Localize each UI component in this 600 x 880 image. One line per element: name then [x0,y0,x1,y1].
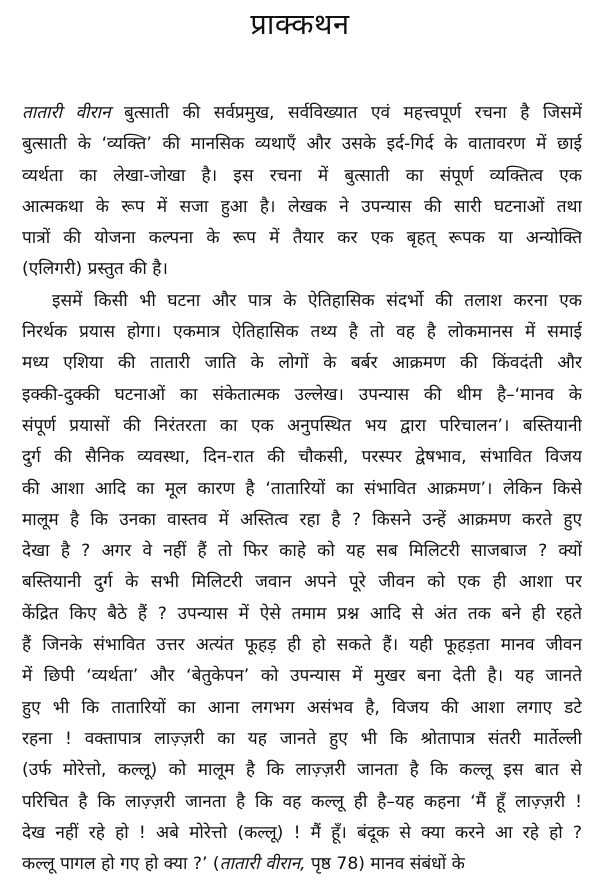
text-line [22,599,582,630]
text-line [22,505,582,536]
text-line [22,442,582,473]
text-run: पृष्ठ 78) मानव संबंधों के [305,854,465,875]
text-line [22,161,582,192]
text-line [22,567,582,598]
text-run: (उर्फ मोरेत्तो, कल्लू) को मालूम है कि लाज़्ज़री जानता है कि कल्लू इस बात से [22,760,582,781]
text-line [22,693,582,724]
text-run: इक्की-दुक्की घटनाओं का संकेतात्मक उल्लेख। उपन्यास की थीम है–‘मानव के [22,384,582,405]
text-run: व्यर्थता का लेखा-जोखा है। इस रचना में बुत्साती का संपूर्ण व्यक्तित्व एक [22,165,582,186]
text-run: मालूम है कि उनका वास्तव में अस्तित्व रहा है ? किसने उन्हें आक्रमण करते हुए [22,509,582,530]
text-line [22,849,582,880]
text-run: संपूर्ण प्रयासों की निरंतरता का एक अनुपस्थित भय द्वारा परिचालन’। बस्तियानी [22,415,582,436]
text-run: बस्तियानी दुर्ग के सभी मिलिटरी जवान अपने पूरे जीवन को एक ही आशा पर [22,572,582,593]
body-text [22,98,582,880]
text-line [22,661,582,692]
text-run: पात्रों की योजना कल्पना के रूप में तैयार कर एक बृहत् रूपक या अन्योक्ति [22,228,582,249]
text-line [22,98,582,129]
text-line [22,787,582,818]
text-run: में छिपी ‘व्यर्थता’ और ‘बेतुकेपन’ को उपन्यास में मुखर बना देती है। यह जानते [22,666,582,687]
text-run: रहना ! वक्तापात्र लाज़्ज़री का यह जानते हुए भी कि श्रोतापात्र संतरी मार्तेल्ली [22,728,582,749]
text-run: मध्य एशिया की तातारी जाति के लोगों के बर्बर आक्रमण की किंवदंती और [22,353,582,374]
text-run: आत्मकथा के रूप में सजा हुआ है। लेखक ने उपन्यास की सारी घटनाओं तथा [22,196,582,217]
text-run: हैं जिनके संभावित उत्तर अत्यंत फूहड़ ही हो सकते हैं। यही फूहड़ता मानव जीवन [22,635,582,656]
italic-title-text: तातारी वीरान, [219,854,306,875]
text-line [22,286,582,317]
text-run: की आशा आदि का मूल कारण है ‘तातारियों का संभावित आक्रमण’। लेकिन किसे [22,478,582,499]
text-run: दुर्ग की सैनिक व्यवस्था, दिन-रात की चौकसी, परस्पर द्वेषभाव, संभावित विजय [22,447,582,468]
text-run: परिचित है कि लाज़्ज़री जानता है कि वह कल्लू ही है–यह कहना ‘मैं हूँ लाज़्ज़री ! [22,791,582,812]
text-run: हुए भी कि तातारियों का आना लगभग असंभव है, विजय की आशा लगाए डटे [22,697,582,718]
text-line [22,254,582,285]
text-line [22,630,582,661]
text-line [22,411,582,442]
text-line [22,474,582,505]
text-line [22,317,582,348]
text-line [22,223,582,254]
paragraph [22,286,582,880]
text-run: बुत्साती की सर्वप्रमुख, सर्वविख्यात एवं महत्त्वपूर्ण रचना है जिसमें [110,103,582,123]
text-line [22,536,582,567]
text-run: कल्लू पागल हो गए हो क्या ?’ ( [22,854,220,875]
text-run: इसमें किसी भी घटना और पात्र के ऐतिहासिक संदर्भो की तलाश करना एक [52,290,582,311]
italic-title-text: तातारी वीरान [22,103,111,123]
text-line [22,192,582,223]
text-run: निरर्थक प्रयास होगा। एकमात्र ऐतिहासिक तथ्य है तो वह है लोकमानस में समाई [22,322,582,343]
text-run: केंद्रित किए बैठे हैं ? उपन्यास में ऐसे तमाम प्रश्न आदि से अंत तक बने ही रहते [22,603,582,624]
text-line [22,724,582,755]
page-title: प्राक्कथन [250,7,350,41]
text-line [22,818,582,849]
text-run: (एलिगरी) प्रस्तुत की है। [22,259,168,280]
text-line [22,755,582,786]
text-line [22,129,582,160]
paragraph [22,98,582,286]
text-run: बुत्साती के ‘व्यक्ति’ की मानसिक व्यथाएँ और उसके इर्द-गिर्द के वातावरण में छाई [22,134,582,155]
text-run: देखा है ? अगर वे नहीं हैं तो फिर काहे को यह सब मिलिटरी साजबाज ? क्यों [22,541,582,562]
text-line [22,348,582,379]
text-line [22,380,582,411]
text-run: देख नहीं रहे हो ! अबे मोरेत्तो (कल्लू) ! मैं हूँ। बंदूक से क्या करने आ रहे हो ? [22,822,582,843]
